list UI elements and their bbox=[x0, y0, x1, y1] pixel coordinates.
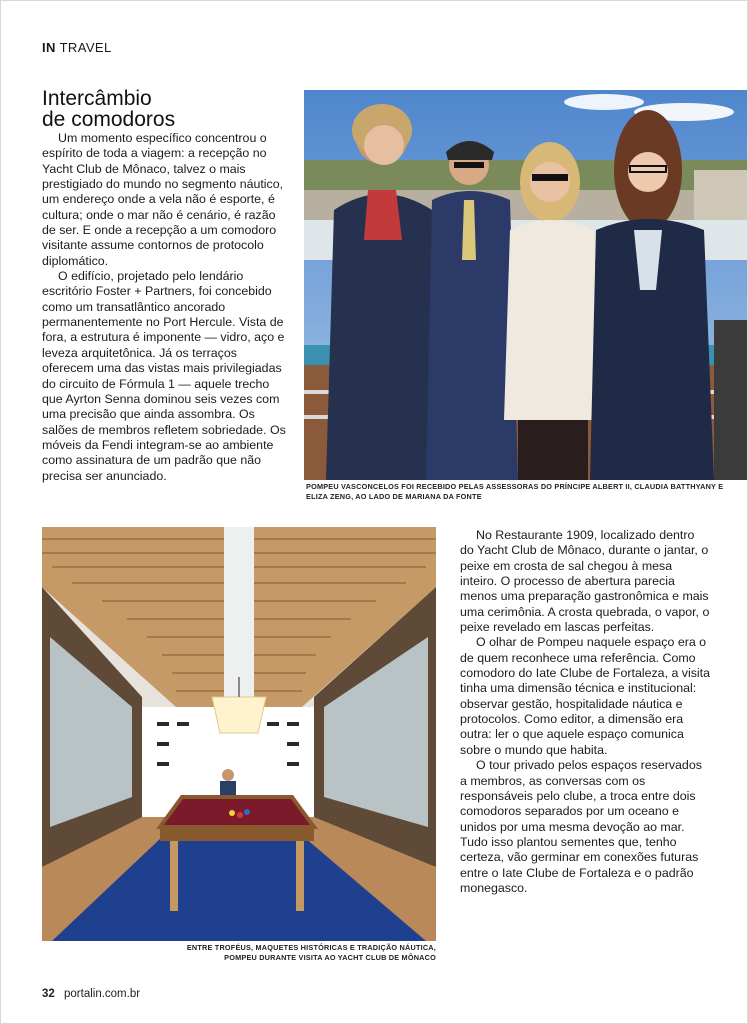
paragraph: O edifício, projetado pelo lendário escritório Foster + Partners, foi concebido como um transatlântico ancorado permanentemente no Port Hercule. Vista de fora, a estrutura é imponente — vidro, aço e leveza arquitetônica. Já os terraços oferecem uma das vistas mais privilegiadas do circuito de Fórmula 1 — aquele trecho que Ayrton Senna dominou seis vezes com uma precisão que ainda assombra. Os salões de membros refletem sobriedade. Os móveis da Fendi integram-se ao ambiente como assinatura de um padrão que não precisa ser anunciado. bbox=[42, 269, 286, 483]
section-tag bbox=[42, 40, 112, 55]
right-column bbox=[460, 528, 710, 896]
article-title bbox=[42, 88, 292, 130]
paragraph: O olhar de Pompeu naquele espaço era o de quem reconhece uma referência. Como comodoro do Iate Clube de Fortaleza, a visita tinha uma dimensão técnica e institucional: observar gestão, hospitalidade náutica e protocolos. Como editor, a dimensão era outra: ler o que aquele espaço comunica sobre o mundo que habita. bbox=[460, 635, 711, 757]
site-link[interactable]: portalin.com.br bbox=[64, 988, 141, 1000]
page-footer bbox=[42, 988, 140, 1000]
billiards-photo-illustration bbox=[42, 527, 436, 941]
page-number: 32 bbox=[42, 988, 55, 1000]
photo-group-terrace bbox=[304, 90, 747, 480]
title-line-2: de comodoros bbox=[42, 108, 176, 131]
paragraph: O tour privado pelos espaços reservados a membros, as conversas com os responsáveis pelo clube, a troca entre dois comodoros separados por um oceano e unidos por uma mesma devoção ao mar. Tudo isso plantou sementes que, tenho certeza, vão germinar em conexões futuras entre o Iate Clube de Fortaleza e o padrão monegasco. bbox=[460, 758, 702, 895]
left-column bbox=[42, 131, 288, 484]
top-photo-caption: POMPEU VASCONCELOS FOI RECEBIDO PELAS ASSESSORAS DO PRÍNCIPE ALBERT II, CLAUDIA BATTHYANY E ELIZA ZENG, AO LADO DE MARIANA DA FONTE bbox=[306, 482, 724, 501]
paragraph: Um momento específico concentrou o espírito de toda a viagem: a recepção no Yacht Club de Mônaco, talvez o mais prestigiado do mundo no segmento náutico, um endereço onde a vela não é esporte, é cultura; onde o mar não é cenário, é razão de ser. E onde a recepção a um comodoro visitante assume contornos de protocolo diplomático. bbox=[42, 131, 284, 268]
section-tag-bold: IN bbox=[42, 40, 56, 55]
section-tag-rest: TRAVEL bbox=[59, 40, 112, 55]
terrace-photo-illustration bbox=[304, 90, 747, 480]
bottom-caption-line-1: ENTRE TROFÉUS, MAQUETES HISTÓRICAS E TRADIÇÃO NÁUTICA, bbox=[186, 943, 436, 952]
bottom-photo-caption bbox=[150, 943, 436, 963]
bottom-caption-line-2: POMPEU DURANTE VISITA AO YACHT CLUB DE MÔNACO bbox=[224, 953, 436, 962]
title-line-1: Intercâmbio bbox=[42, 87, 152, 110]
paragraph: No Restaurante 1909, localizado dentro do Yacht Club de Mônaco, durante o jantar, o peixe em crosta de sal chegou à mesa inteiro. O processo de abertura parecia menos uma preparação gastronômica e mais uma cerimônia. A crosta quebrada, o vapor, o peixe revelado em lascas perfeitas. bbox=[460, 528, 710, 635]
photo-billiards-room bbox=[42, 527, 436, 941]
